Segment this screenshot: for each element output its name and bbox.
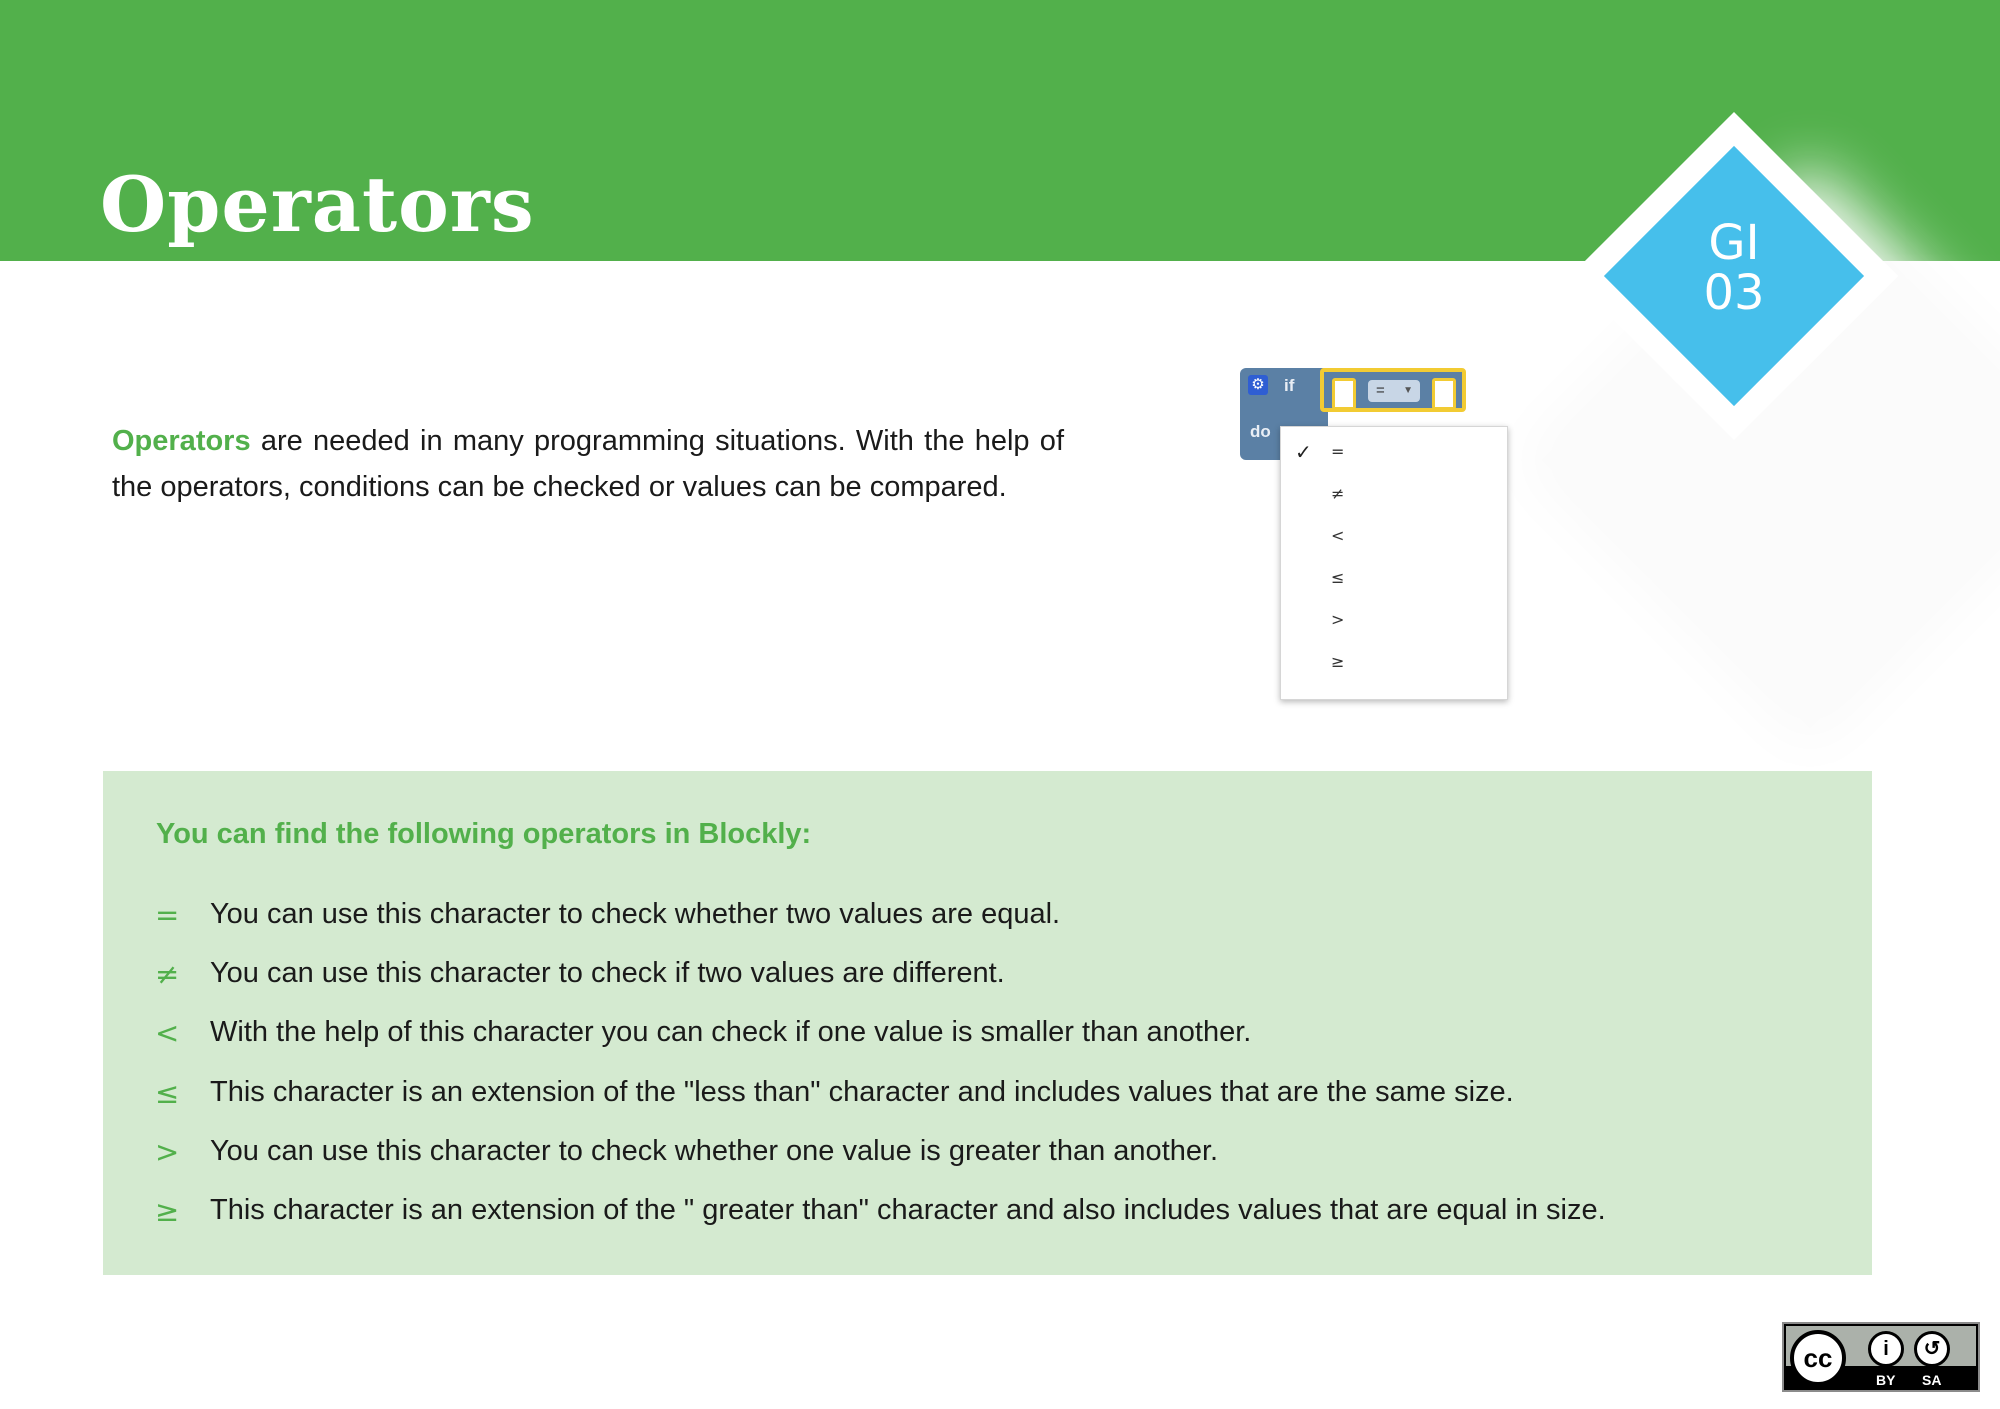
operator-description: You can use this character to check whether one value is greater than another. <box>210 1135 1219 1167</box>
intro-paragraph <box>112 418 1064 510</box>
dropdown-option-label: ≤ <box>1331 568 1345 587</box>
cc-by-sa-license-badge[interactable] <box>1782 1322 1980 1392</box>
cc-icon: cc <box>1790 1330 1846 1386</box>
dropdown-option-label: < <box>1331 526 1345 545</box>
operators-info-box <box>103 771 1872 1275</box>
right-input-slot <box>1432 378 1456 410</box>
operator-row <box>155 1016 1855 1056</box>
license-by-label: BY <box>1876 1372 1896 1388</box>
operator-row <box>155 1135 1855 1175</box>
operator-symbol: ≠ <box>155 957 180 991</box>
compare-block <box>1320 368 1466 412</box>
badge-line-2: 03 <box>1703 265 1765 321</box>
dropdown-option[interactable] <box>1281 472 1507 514</box>
info-heading: You can find the following operators in Blockly: <box>156 818 812 850</box>
dropdown-option[interactable] <box>1281 598 1507 640</box>
operator-symbol: ≤ <box>155 1076 180 1110</box>
operator-row <box>155 1076 1855 1116</box>
dropdown-option-label: > <box>1331 610 1345 629</box>
operator-row <box>155 898 1855 938</box>
operator-description: This character is an extension of the "less than" character and includes values that are the same size. <box>210 1076 1514 1108</box>
dropdown-option-label: = <box>1331 442 1345 461</box>
chevron-down-icon: ▼ <box>1403 385 1413 396</box>
dropdown-option-label: ≠ <box>1331 484 1345 503</box>
badge-label <box>1634 215 1834 321</box>
blockly-if-block-screenshot <box>1238 366 1518 706</box>
badge-line-1: GI <box>1708 215 1760 271</box>
intro-keyword: Operators <box>112 425 251 457</box>
dropdown-option[interactable] <box>1281 430 1507 472</box>
left-input-slot <box>1332 378 1356 410</box>
intro-text: are needed in many programming situations. With the help of the operators, conditions can be checked or values can be compared. <box>112 425 1064 503</box>
operator-description: You can use this character to check whether two values are equal. <box>210 898 1061 930</box>
operator-row <box>155 1194 1855 1234</box>
dropdown-option[interactable] <box>1281 514 1507 556</box>
check-icon: ✓ <box>1295 440 1312 464</box>
license-sa-label: SA <box>1922 1372 1942 1388</box>
operator-symbol: = <box>155 898 180 932</box>
page-title: Operators <box>100 160 535 249</box>
operator-symbol: < <box>155 1016 180 1050</box>
gear-icon: ⚙ <box>1248 375 1268 395</box>
dropdown-option-label: ≥ <box>1331 652 1345 671</box>
operator-dropdown[interactable] <box>1368 380 1420 402</box>
operator-description: You can use this character to check if two values are different. <box>210 957 1005 989</box>
if-label: if <box>1284 376 1295 395</box>
do-label: do <box>1250 422 1271 441</box>
dropdown-option[interactable] <box>1281 640 1507 682</box>
share-alike-icon: ↺ <box>1914 1331 1950 1367</box>
operator-description: This character is an extension of the " greater than" character and also includes values that are equal in size. <box>210 1194 1606 1226</box>
operator-row <box>155 957 1855 997</box>
dropdown-option[interactable] <box>1281 556 1507 598</box>
operator-symbol: ≥ <box>155 1194 180 1228</box>
operator-symbol: > <box>155 1135 180 1169</box>
operator-selected: = <box>1376 382 1385 399</box>
attribution-icon: i <box>1868 1331 1904 1367</box>
operator-dropdown-menu <box>1280 426 1508 700</box>
operator-description: With the help of this character you can check if one value is smaller than another. <box>210 1016 1252 1048</box>
